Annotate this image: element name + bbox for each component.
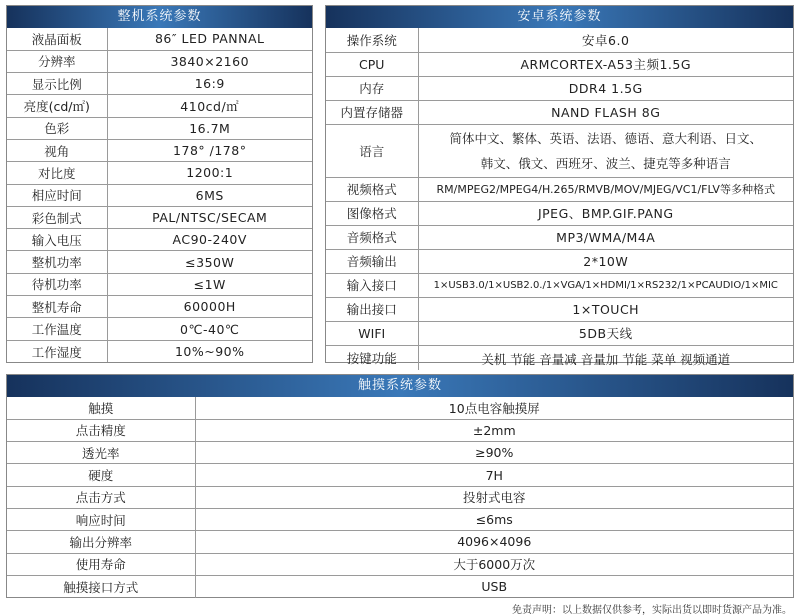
spec-value: 大于6000万次 [195, 553, 793, 575]
spec-value: 5DB天线 [418, 321, 793, 345]
table-row [7, 486, 793, 508]
spec-label: 硬度 [7, 464, 195, 486]
spec-label: 点击方式 [7, 486, 195, 508]
table-row [7, 162, 312, 184]
table-row [326, 52, 793, 76]
table-row [7, 73, 312, 95]
table-row [7, 206, 312, 228]
android-specs-panel [325, 5, 794, 367]
table-row [326, 100, 793, 124]
table-row [326, 249, 793, 273]
table-row [7, 508, 793, 530]
spec-label: 视频格式 [326, 177, 418, 201]
table-row [7, 50, 312, 72]
spec-value: 0℃-40℃ [107, 318, 312, 340]
spec-value: ≤1W [107, 273, 312, 295]
spec-value: 6MS [107, 184, 312, 206]
touch-specs-title: 触摸系统参数 [7, 375, 793, 397]
spec-value: PAL/NTSC/SECAM [107, 206, 312, 228]
spec-label: 分辨率 [7, 50, 107, 72]
spec-label: 彩色制式 [7, 206, 107, 228]
spec-label: 色彩 [7, 117, 107, 139]
spec-label: 透光率 [7, 442, 195, 464]
spec-label: 内存 [326, 76, 418, 100]
spec-label: 整机功率 [7, 251, 107, 273]
spec-label: 响应时间 [7, 508, 195, 530]
spec-label: 亮度(cd/㎡) [7, 95, 107, 117]
spec-label: 触摸接口方式 [7, 575, 195, 597]
spec-value: 3840×2160 [107, 50, 312, 72]
spec-value: ≥90% [195, 442, 793, 464]
table-row [326, 225, 793, 249]
display-specs-table [7, 28, 312, 362]
spec-label: 图像格式 [326, 201, 418, 225]
spec-label: 触摸 [7, 397, 195, 419]
table-row [7, 28, 312, 50]
spec-label: 视角 [7, 139, 107, 161]
touch-specs-panel [6, 374, 794, 598]
table-row [7, 340, 312, 362]
spec-value: MP3/WMA/M4A [418, 225, 793, 249]
android-specs-table [326, 28, 793, 370]
spec-value: 178° /178° [107, 139, 312, 161]
spec-value: 10点电容触摸屏 [195, 397, 793, 419]
spec-label: 工作湿度 [7, 340, 107, 362]
spec-label: 待机功率 [7, 273, 107, 295]
spec-value: 86″ LED PANNAL [107, 28, 312, 50]
spec-value: 1×TOUCH [418, 297, 793, 321]
spec-label: 音频格式 [326, 225, 418, 249]
spec-label: 输入电压 [7, 229, 107, 251]
spec-value: NAND FLASH 8G [418, 100, 793, 124]
table-row [326, 273, 793, 297]
spec-label: CPU [326, 52, 418, 76]
table-row [7, 531, 793, 553]
table-row [7, 139, 312, 161]
table-row [7, 318, 312, 340]
spec-label: 相应时间 [7, 184, 107, 206]
spec-label: 内置存储器 [326, 100, 418, 124]
table-row [326, 297, 793, 321]
spec-label: 使用寿命 [7, 553, 195, 575]
spec-label: 工作温度 [7, 318, 107, 340]
spec-value: DDR4 1.5G [418, 76, 793, 100]
spec-value: USB [195, 575, 793, 597]
spec-value: 16:9 [107, 73, 312, 95]
table-row [7, 442, 793, 464]
spec-label: WIFI [326, 321, 418, 345]
spec-value: RM/MPEG2/MPEG4/H.265/RMVB/MOV/MJEG/VC1/FLV等多种格式 [418, 177, 793, 201]
spec-value: 2*10W [418, 249, 793, 273]
spec-value: 7H [195, 464, 793, 486]
spec-value: ≤350W [107, 251, 312, 273]
table-row [7, 296, 312, 318]
table-row [326, 124, 793, 177]
spec-value: ±2mm [195, 419, 793, 441]
spec-value: ≤6ms [195, 508, 793, 530]
table-row [7, 117, 312, 139]
table-row [7, 251, 312, 273]
spec-value: JPEG、BMP.GIF.PANG [418, 201, 793, 225]
table-row [7, 273, 312, 295]
touch-specs-table [7, 397, 793, 598]
spec-value: 安卓6.0 [418, 28, 793, 52]
language-line-1: 简体中文、繁体、英语、法语、德语、意大利语、日文、 [449, 130, 762, 146]
table-row [326, 321, 793, 345]
table-row [7, 419, 793, 441]
spec-value: 投射式电容 [195, 486, 793, 508]
spec-label: 对比度 [7, 162, 107, 184]
spec-label: 操作系统 [326, 28, 418, 52]
table-row [326, 177, 793, 201]
spec-value [418, 124, 793, 177]
android-specs-title: 安卓系统参数 [326, 6, 793, 28]
spec-value: 16.7M [107, 117, 312, 139]
spec-value: 1200:1 [107, 162, 312, 184]
table-row [326, 28, 793, 52]
table-row [7, 464, 793, 486]
table-row [7, 397, 793, 419]
spec-value: 10%~90% [107, 340, 312, 362]
spec-label: 输出接口 [326, 297, 418, 321]
table-row [7, 229, 312, 251]
spec-label: 点击精度 [7, 419, 195, 441]
spec-label: 按键功能 [326, 345, 418, 370]
spec-label: 输入接口 [326, 273, 418, 297]
table-row [7, 184, 312, 206]
table-row [326, 76, 793, 100]
table-row [326, 201, 793, 225]
display-specs-title: 整机系统参数 [7, 6, 312, 28]
spec-label: 输出分辨率 [7, 531, 195, 553]
spec-label: 整机寿命 [7, 296, 107, 318]
spec-value: 410cd/㎡ [107, 95, 312, 117]
spec-label: 液晶面板 [7, 28, 107, 50]
language-line-2: 韩文、俄文、西班牙、波兰、捷克等多种语言 [480, 155, 731, 171]
spec-value: 60000H [107, 296, 312, 318]
spec-value: AC90-240V [107, 229, 312, 251]
table-row [326, 345, 793, 370]
spec-value: 关机 节能 音量减 音量加 节能 菜单 视频通道 [418, 345, 793, 370]
table-row [7, 575, 793, 597]
table-row [7, 553, 793, 575]
spec-value: ARMCORTEX-A53主频1.5G [418, 52, 793, 76]
spec-label: 音频输出 [326, 249, 418, 273]
disclaimer-note: 免责声明：以上数据仅供参考，实际出货以即时货源产品为准。 [512, 605, 792, 616]
spec-label: 语言 [326, 124, 418, 177]
spec-value: 1×USB3.0/1×USB2.0./1×VGA/1×HDMI/1×RS232/1×PCAUDIO/1×MIC [418, 273, 793, 297]
table-row [7, 95, 312, 117]
display-specs-panel [6, 5, 313, 363]
spec-value: 4096×4096 [195, 531, 793, 553]
spec-label: 显示比例 [7, 73, 107, 95]
